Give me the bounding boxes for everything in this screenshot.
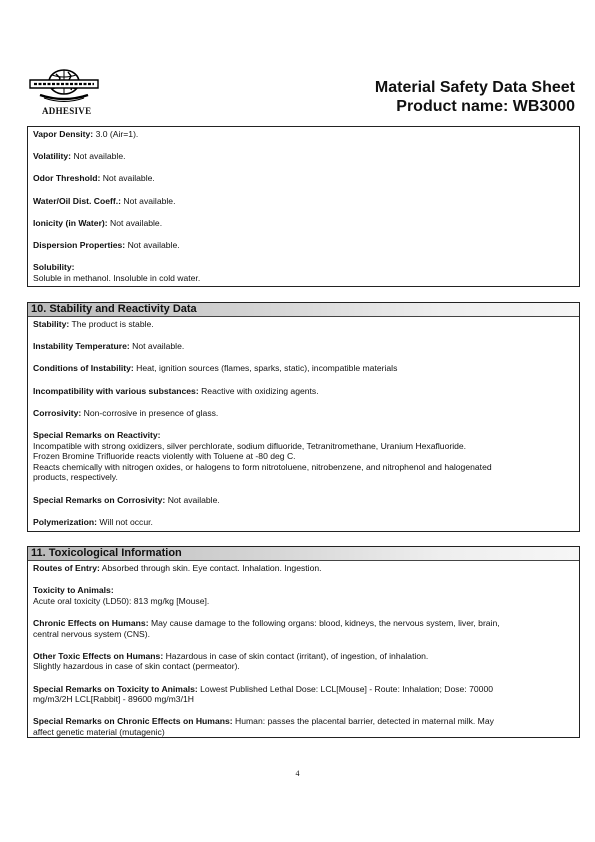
field-label: Special Remarks on Toxicity to Animals: [33, 683, 198, 694]
volatility-row [33, 151, 579, 162]
field-label: Solubility: [33, 262, 75, 273]
product-name-label: Product name: [396, 98, 509, 115]
field-value: Acute oral toxicity (LD50): 813 mg/kg [Mouse]. [33, 595, 210, 606]
field-value-line: central nervous system (CNS). [33, 628, 151, 639]
field-label: Special Remarks on Chronic Effects on Humans: [33, 716, 233, 727]
field-value-line: Human: passes the placental barrier, detected in maternal milk. May [235, 716, 494, 727]
field-value-line: Lowest Published Lethal Dose: LCL[Mouse] - Route: Inhalation; Dose: 70000 [200, 683, 494, 694]
corrosivity-remarks-row [33, 495, 579, 506]
incompatibility-row [33, 386, 579, 397]
solubility-row [33, 262, 579, 283]
stability-row [33, 319, 579, 330]
field-value: Not available. [102, 173, 155, 184]
vapor-density-row [33, 129, 579, 140]
field-value: Not available. [127, 239, 180, 250]
toxicological-information-section [27, 546, 580, 738]
field-label: Instability Temperature: [33, 341, 130, 352]
field-label: Other Toxic Effects on Humans: [33, 650, 164, 661]
corrosivity-row [33, 408, 579, 419]
other-toxic-effects-row [33, 651, 579, 672]
chronic-remarks-row [33, 716, 579, 737]
section-heading: 11. Toxicological Information [28, 547, 579, 561]
field-value: Soluble in methanol. Insoluble in cold water. [33, 272, 201, 283]
toxicity-remarks-row [33, 684, 579, 705]
reactivity-remarks-row [33, 430, 579, 483]
dispersion-row [33, 240, 579, 251]
chronic-effects-row [33, 618, 579, 639]
field-value: The product is stable. [71, 319, 154, 329]
field-value: Not available. [110, 217, 163, 228]
product-name-line [375, 97, 575, 117]
field-value-line: Reacts chemically with nitrogen oxides, or halogens to form nitrotoluene, nitrobenzene, and nitrophenol and halogenated [33, 461, 492, 472]
field-value-line: products, respectively. [33, 472, 118, 483]
field-label: Stability: [33, 319, 70, 329]
field-value: Not available. [132, 341, 185, 352]
product-name-value: WB3000 [512, 98, 575, 115]
field-label: Chronic Effects on Humans: [33, 617, 149, 628]
odor-threshold-row [33, 173, 579, 184]
field-value: Will not occur. [99, 516, 153, 527]
field-label: Toxicity to Animals: [33, 585, 114, 596]
water-oil-coeff-row [33, 196, 579, 207]
ionicity-row [33, 218, 579, 229]
conditions-instability-row [33, 363, 579, 374]
field-value-line: affect genetic material (mutagenic) [33, 726, 165, 737]
field-label: Odor Threshold: [33, 173, 101, 184]
physical-properties-continued-section [27, 126, 580, 287]
routes-of-entry-row [33, 563, 579, 574]
field-label: Water/Oil Dist. Coeff.: [33, 195, 122, 206]
instability-temperature-row [33, 341, 579, 352]
field-value: Absorbed through skin. Eye contact. Inhalation. Ingestion. [101, 563, 322, 573]
field-value-line: May cause damage to the following organs: blood, kidneys, the nervous system, liver, brain, [150, 617, 500, 628]
stability-reactivity-section [27, 302, 580, 532]
field-label: Routes of Entry: [33, 563, 100, 573]
field-value: Reactive with oxidizing agents. [201, 385, 319, 396]
field-value: Not available. [73, 151, 126, 162]
field-value: Not available. [123, 195, 176, 206]
field-label: Vapor Density: [33, 129, 94, 139]
field-value-line: Hazardous in case of skin contact (irritant), of ingestion, of inhalation. [165, 650, 429, 661]
polymerization-row [33, 517, 579, 528]
world-globe-icon [28, 66, 100, 106]
world-brand-logo [24, 66, 124, 124]
field-value: Not available. [167, 494, 220, 505]
toxicity-animals-row [33, 585, 579, 606]
field-label: Ionicity (in Water): [33, 217, 108, 228]
field-label: Special Remarks on Reactivity: [33, 429, 161, 440]
field-value: 3.0 (Air=1). [95, 129, 139, 139]
page-number: 4 [295, 769, 300, 778]
field-value: Non-corrosive in presence of glass. [83, 407, 219, 418]
field-value-line: mg/m3/2H LCL[Rabbit] - 89600 mg/m3/1H [33, 694, 194, 705]
field-value-line: Frozen Bromine Trifluoride reacts violently with Toluene at -80 deg C. [33, 451, 296, 462]
field-value-line: Incompatible with strong oxidizers, silver perchlorate, sodium difluoride, Tetranitromethane, Uranium Hexafluoride. [33, 440, 467, 451]
field-label: Volatility: [33, 151, 72, 162]
field-label: Polymerization: [33, 516, 97, 527]
field-value: Heat, ignition sources (flames, sparks, static), incompatible materials [136, 363, 398, 374]
field-label: Incompatibility with various substances: [33, 385, 199, 396]
field-label: Special Remarks on Corrosivity: [33, 494, 166, 505]
page-header [24, 60, 579, 124]
field-label: Corrosivity: [33, 407, 82, 418]
logo-adhesive-text: ADHESIVE [42, 106, 92, 116]
field-label: Conditions of Instability: [33, 363, 134, 374]
section-heading: 10. Stability and Reactivity Data [28, 303, 579, 317]
field-label: Dispersion Properties: [33, 239, 126, 250]
document-title: Material Safety Data Sheet [374, 79, 575, 96]
field-value-line: Slightly hazardous in case of skin contact (permeator). [33, 661, 240, 672]
